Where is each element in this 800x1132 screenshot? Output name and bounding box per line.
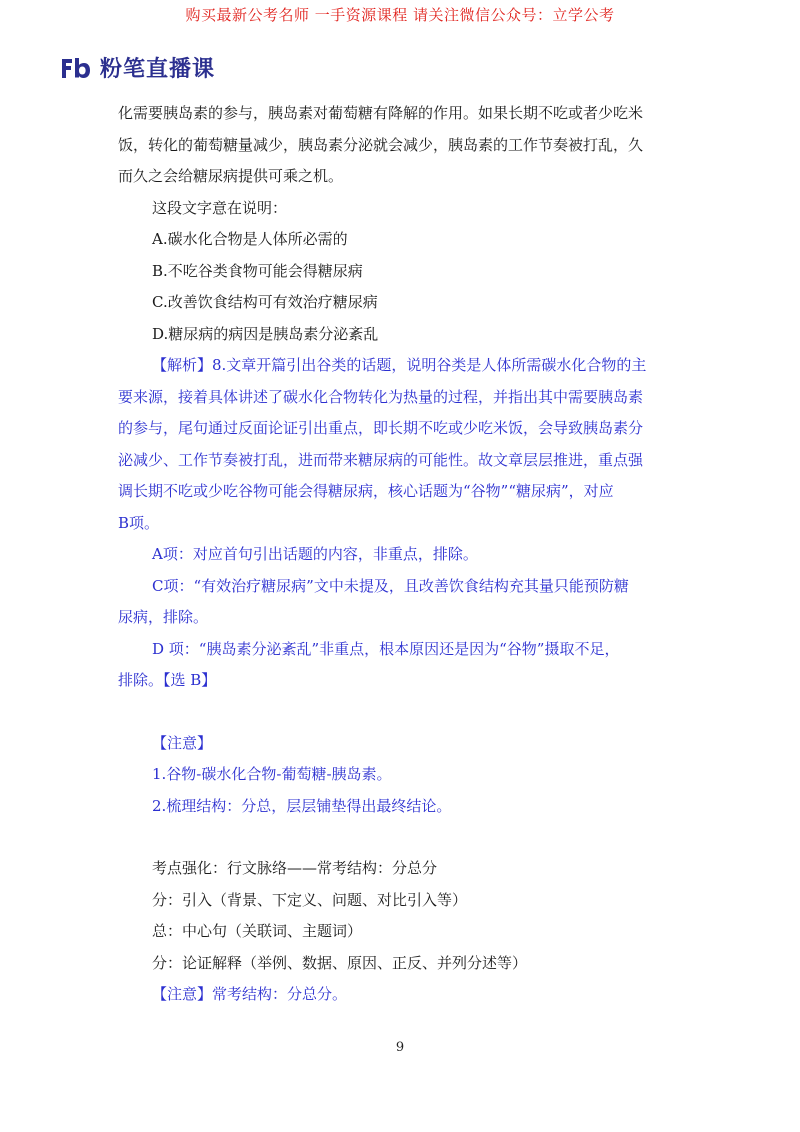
analysis-line: 调长期不吃或少吃谷物可能会得糖尿病，核心话题为“谷物”“糖尿病”，对应 [118,482,614,500]
analysis-line: 【解析】8.文章开篇引出谷类的话题，说明谷类是人体所需碳水化合物的主 [152,356,647,374]
top-banner: 购买最新公考名师 一手资源课程 请关注微信公众号：立学公考 [185,6,615,24]
analysis-line: 要来源，接着具体讲述了碳水化合物转化为热量的过程，并指出其中需要胰岛素 [118,387,644,406]
page-number: 9 [395,1040,405,1055]
option-a-note: A项：对应首句引出话题的内容，非重点，排除。 [152,545,478,563]
option-b: B.不吃谷类食物可能会得糖尿病 [152,261,363,280]
notice-title: 【注意】 [152,733,213,752]
question-stem: 这段文字意在说明： [152,198,288,217]
key-point: 总：中心句（关联词、主题词） [152,922,363,940]
passage-line: 饭，转化的葡萄糖量减少，胰岛素分泌就会减少，胰岛素的工作节奏被打乱，久 [118,135,644,154]
analysis-line: 的参与，尾句通过反面论证引出重点，即长期不吃或少吃米饭，会导致胰岛素分 [118,419,644,437]
option-d-note: D 项：“胰岛素分泌紊乱”非重点，根本原因还是因为“谷物”摄取不足， [152,639,620,658]
option-c-note: 尿病，排除。 [118,608,209,626]
notice-item: 1.谷物-碳水化合物-葡萄糖-胰岛素。 [152,765,392,783]
analysis-line: 泌减少、工作节奏被打乱，进而带来糖尿病的可能性。故文章层层推进，重点强 [118,450,644,469]
fb-logo-icon [60,56,92,80]
option-a: A.碳水化合物是人体所必需的 [152,230,348,248]
document-body [118,98,688,1011]
passage-line: 化需要胰岛素的参与，胰岛素对葡萄糖有降解的作用。如果长期不吃或者少吃米 [118,104,644,122]
option-c-note: C项：“有效治疗糖尿病”文中未提及，且改善饮食结构充其量只能预防糖 [152,576,629,595]
option-d-note: 排除。【选 B】 [118,671,217,689]
key-point: 考点强化：行文脉络——常考结构：分总分 [152,859,438,877]
analysis-line: B项。 [118,513,160,532]
key-point: 分：引入（背景、下定义、问题、对比引入等） [152,890,468,909]
notice-item: 2.梳理结构：分总，层层铺垫得出最终结论。 [152,796,452,815]
final-note: 【注意】常考结构：分总分。 [152,985,348,1003]
logo-text: 粉笔直播课 [100,57,216,82]
option-d: D.糖尿病的病因是胰岛素分泌紊乱 [152,324,379,343]
logo [60,52,215,83]
passage-line: 而久之会给糖尿病提供可乘之机。 [118,167,344,185]
option-c: C.改善饮食结构可有效治疗糖尿病 [152,293,378,311]
key-point: 分：论证解释（举例、数据、原因、正反、并列分述等） [152,953,528,972]
